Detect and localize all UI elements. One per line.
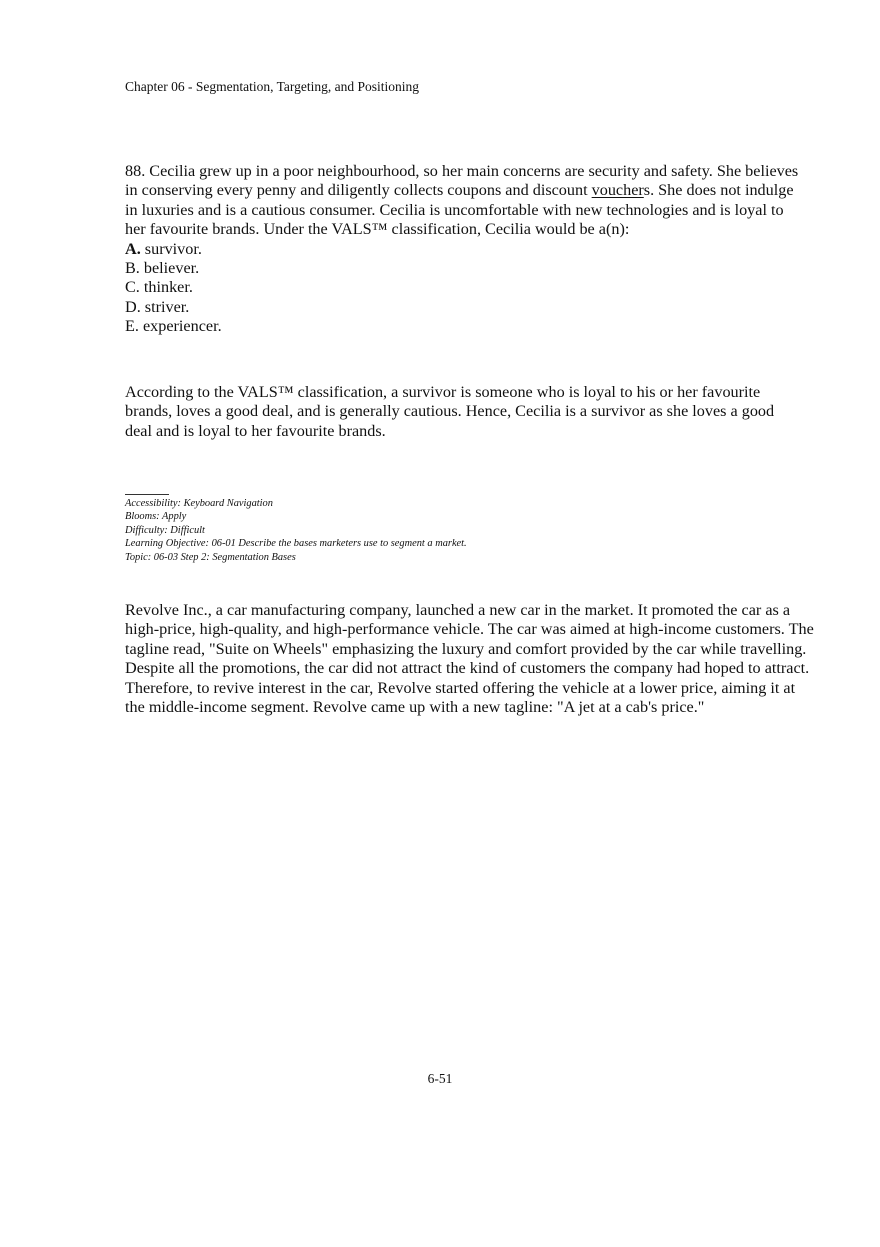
answer-option-e bbox=[125, 317, 805, 336]
answer-option-text: survivor. bbox=[140, 239, 202, 258]
answer-option-letter: C. bbox=[125, 278, 140, 297]
answer-option-text: experiencer. bbox=[138, 317, 222, 336]
question-block bbox=[125, 162, 805, 337]
metadata-accessibility: Accessibility: Keyboard Navigation bbox=[125, 498, 273, 509]
question-stem-part2: s. She does not indulge in luxuries and is a cautious consumer. Cecilia is uncomfortable with new technologies and is loyal to her favourite brands. Under the VALS™ classification, Cecilia would be a(n): bbox=[125, 181, 794, 239]
answer-option-text: thinker. bbox=[139, 278, 193, 297]
metadata-topic: Topic: 06-03 Step 2: Segmentation Bases bbox=[125, 551, 296, 563]
answer-option-letter: B. bbox=[125, 259, 140, 278]
metadata-divider bbox=[125, 494, 169, 495]
scenario-text: Revolve Inc., a car manufacturing company, launched a new car in the market. It promoted the car as a high-price, high-quality, and high-performance vehicle. The car was aimed at high-income customers. The tagline read, "Suite on Wheels" emphasizing the luxury and comfort provided by the car while travelling. Despite all the promotions, the car did not attract the kind of customers the company had hoped to attract. Therefore, to revive interest in the car, Revolve started offering the vehicle at a lower price, aiming it at the middle-income segment. Revolve came up with a new tagline: "A jet at a cab's price." bbox=[125, 601, 814, 717]
answer-options bbox=[125, 240, 805, 337]
answer-option-b bbox=[125, 259, 805, 278]
answer-explanation: According to the VALS™ classification, a survivor is someone who is loyal to his or her favourite brands, loves a good deal, and is generally cautious. Hence, Cecilia is a survivor as she loves a good deal and is loyal to her favourite brands. bbox=[125, 383, 775, 440]
answer-option-d bbox=[125, 298, 805, 317]
answer-option-letter: E. bbox=[125, 317, 139, 336]
question-stem bbox=[125, 162, 805, 240]
answer-option-text: striver. bbox=[140, 297, 190, 316]
page-number: 6-51 bbox=[427, 1071, 453, 1086]
metadata-blooms: Blooms: Apply bbox=[125, 511, 187, 523]
chapter-header: Chapter 06 - Segmentation, Targeting, and Positioning bbox=[125, 79, 420, 94]
answer-option-a bbox=[125, 240, 805, 259]
answer-option-text: believer. bbox=[139, 259, 200, 278]
answer-option-letter: A. bbox=[125, 239, 141, 258]
metadata-learning-objective: Learning Objective: 06-01 Describe the bases marketers use to segment a market. bbox=[125, 538, 467, 550]
question-stem-part1: 88. Cecilia grew up in a poor neighbourhood, so her main concerns are security and safety. She believes in conserving every penny and diligently collects coupons and discount bbox=[125, 162, 799, 200]
answer-option-c bbox=[125, 278, 805, 297]
metadata-difficulty: Difficulty: Difficult bbox=[125, 524, 205, 536]
question-stem-underlined-word: voucher bbox=[591, 181, 644, 200]
answer-option-letter: D. bbox=[125, 297, 141, 316]
question-metadata bbox=[125, 494, 805, 564]
